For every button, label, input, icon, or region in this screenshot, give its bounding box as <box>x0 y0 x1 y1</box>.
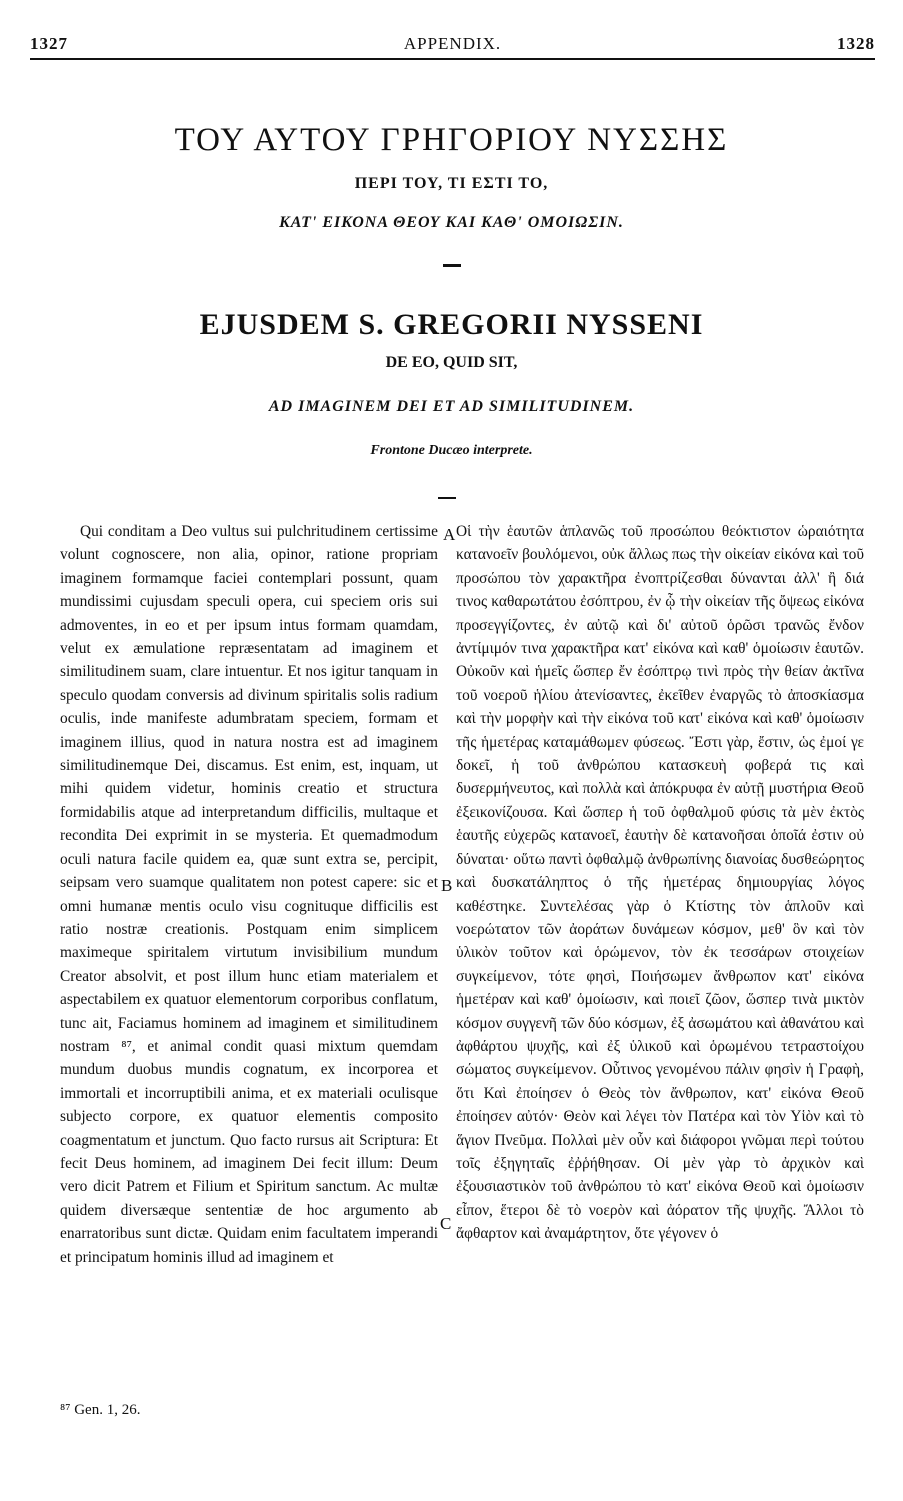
greek-title: ΤΟΥ ΑΥΤΟΥ ΓΡΗΓΟΡΙΟΥ ΝΥΣΣΗΣ <box>174 122 729 158</box>
section-marker-a: A <box>443 525 456 544</box>
running-title: APPENDIX. <box>403 34 502 53</box>
latin-subtitle: DE EO, QUID SIT, <box>385 354 518 371</box>
greek-column: Οἱ τὴν ἑαυτῶν ἁπλανῶς τοῦ προσώπου θεόκτιστον ὡραιότητα κατανοεῖν βουλόμενοι, οὐκ ἄλλως πως τὴν οἰκείαν εἰκόνα καὶ τοῦ προσώπου τὸν χαρακτῆρα ἐνοπτρίζεσθαι δύνανται ἀλλ' ἢ διά τινος καθαρωτάτου ἐσόπτρου, ἐν ᾧ τὴν οἰκείαν τῆς ὄψεως εἰκόνα προσεγγίζοντες, ἐν αὐτῷ καὶ δι' αὐτοῦ ὁρῶσι τρανῶς ἔνδον ἀντίμιμόν τινα χαρακτῆρα κατ' εἰκόνα καὶ καθ' ὁμοίωσιν ἑαυτῶν. Οὐκοῦν καὶ ἡμεῖς ὥσπερ ἔν ἐσόπτρῳ τινὶ πρὸς τὴν θείαν ἀκτῖνα τοῦ νοεροῦ ἡλίου ἀτενίσαντες, ἐκεῖθεν ἐναργῶς τὸ ἀποσκίασμα καὶ τὴν μορφὴν καὶ τὴν εἰκόνα τοῦ κατ' εἰκόνα καὶ καθ' ὁμοίωσιν τῆς ἡμετέρας καταμάθωμεν φύσεως. Ἔστι γὰρ, ἔστιν, ὡς ἐμοί γε δοκεῖ, ἡ τοῦ ἀνθρώπου κατασκευὴ φοβερά τις καὶ δυσερμήνευτος, καὶ πολλὰ καὶ ἀπόκρυφα ἐν αὐτῇ μυστήρια Θεοῦ ἐξεικονίζουσα. Καὶ ὥσπερ ἡ τοῦ ὀφθαλμοῦ φύσις τὰ μὲν ἐκτὸς ἑαυτῆς εὐχερῶς κατανοεῖ, ἑαυτὴν δὲ κατανοῆσαι ὁποῖά ἐστιν οὐ δύναται· οὕτω παντὶ ὀφθαλμῷ ἀνθρωπίνης διανοίας δυσθεώρητος καὶ δυσκατάληπτος ὁ τῆς ἡμετέρας δημιουργίας λόγος καθέστηκε. Συντελέσας γὰρ ὁ Κτίστης τὸν ἁπλοῦν καὶ νοερώτατον τῶν ἀοράτων δυνάμεων κόσμον, μεθ' ὃν καὶ τὸν ὑλικὸν τοῦτον καὶ ὁρώμενον, τὸν ἐκ τεσσάρων στοιχείων συγκείμενον, τότε φησὶ, Ποιήσωμεν ἄνθρωπον κατ' εἰκόνα ἡμετέραν καὶ καθ' ὁμοίωσιν, καὶ ποιεῖ ζῶον, ὥσπερ τινὰ μικτὸν κόσμον συγγενῆ τῶν δύο κόσμων, ἐξ ἀσωμάτου καὶ ἀθανάτου καὶ ἀφθάρτου ψυχῆς, καὶ ἐξ ὑλικοῦ καὶ ὁρωμένου τετραστοίχου σώματος συγκείμενον. Οὗτινος γενομένου πάλιν φησὶν ἡ Γραφὴ, ὅτι Καὶ ἐποίησεν ὁ Θεὸς τὸν ἄνθρωπον, κατ' εἰκόνα Θεοῦ ἐποίησεν αὐτόν· Θεὸν καὶ λέγει τὸν Πατέρα καὶ τὸν Υἱὸν καὶ τὸ ἅγιον Πνεῦμα. Πολλαὶ μὲν οὖν καὶ διάφοροι γνῶμαι περὶ τούτου τοῖς ἐξηγηταῖς ἐῤῥήθησαν. Οἱ μὲν γὰρ τὸ ἀρχικὸν καὶ ἐξουσιαστικὸν τοῦ ἀνθρώπου τὸ κατ' εἰκόνα Θεοῦ καὶ ὁμοίωσιν εἶπον, ἕτεροι δὲ τὸ νοερὸν καὶ ἀόρατον τῆς ψυχῆς. Ἄλλοι τὸ ἄφθαρτον καὶ ἀναμάρτητον, ὅτε γέγονεν ὁ <box>456 523 864 1243</box>
running-header <box>30 34 875 56</box>
section-marker-b: B <box>441 876 453 895</box>
greek-subtitle-italic: ΚΑΤ' ΕΙΚΟΝΑ ΘΕΟΥ ΚΑΙ ΚΑΘ' ΟΜΟΙΩΣΙΝ. <box>279 214 624 231</box>
right-page-number: 1328 <box>837 34 875 53</box>
section-marker-c: C <box>440 1214 452 1233</box>
latin-subtitle-italic: AD IMAGINEM DEI ET AD SIMILITUDINEM. <box>268 398 635 415</box>
greek-subtitle: ΠΕΡΙ ΤΟΥ, ΤΙ ΕΣΤΙ ΤΟ, <box>354 175 549 192</box>
left-page-number: 1327 <box>30 34 68 53</box>
header-rule <box>30 58 875 60</box>
latin-title: EJUSDEM S. GREGORII NYSSENI <box>199 308 704 341</box>
interpreter-line: Frontone Ducæo interprete. <box>370 443 533 458</box>
separator-dash <box>443 264 461 267</box>
separator-dash-2 <box>438 497 456 499</box>
latin-column: Qui conditam a Deo vultus sui pulchritudinem certissime volunt cognoscere, non alia, opinor, ratione propriam imaginem formamque faciei contemplari possunt, quam mundissimi cujusdam speculi opera, cui speciem oris sui admoventes, in eo et per ipsum intus formam quamdam, velut ex æmulatione repræsentatam ad imaginem et similitudinem suam, clare intuentur. Et nos igitur tanquam in speculo quodam conversis ad divinum spiritalis solis radium oculis, inde manifeste adumbratam speciem, formam et imaginem illius, quod in natura nostra est ad imaginem similitudinemque Dei, discamus. Est enim, est, inquam, ut mihi quidem videtur, hominis creatio et structura formidabilis atque ad interpretandum difficilis, multaque et recondita Dei exprimit in se mysteria. Et quemadmodum oculi natura facile quidem ea, quæ sunt extra se, percipit, seipsam vero suamque qualitatem non potest capere: sic et omni humanæ mentis oculo visu cognituque difficilis est ratio nostræ creationis. Postquam enim simplicem maximeque spiritalem virtutum invisibilium mundum Creator absolvit, et post illum hunc etiam materialem et aspectabilem ex quatuor elementorum corporibus conflatum, tunc ait, Faciamus hominem ad imaginem et similitudinem nostram ⁸⁷, et animal condit quasi mixtum quemdam mundum duobus mundis cognatum, ex incorporea et immortali et incorruptibili anima, et ex materiali oculisque subjecto corpore, ex quatuor elementis composito coagmentatum et junctum. Quo facto rursus ait Scriptura: Et fecit Deus hominem, ad imaginem Dei fecit illum: Deum vero dicit Patrem et Filium et Spiritum sanctum. Ac multæ quidem diversæque sententiæ de hoc argumento ab enarratoribus sunt dictæ. Quidam enim facultatem imperandi et principatum hominis illud ad imaginem et <box>60 523 438 1266</box>
footnote: ⁸⁷ Gen. 1, 26. <box>60 1402 141 1418</box>
